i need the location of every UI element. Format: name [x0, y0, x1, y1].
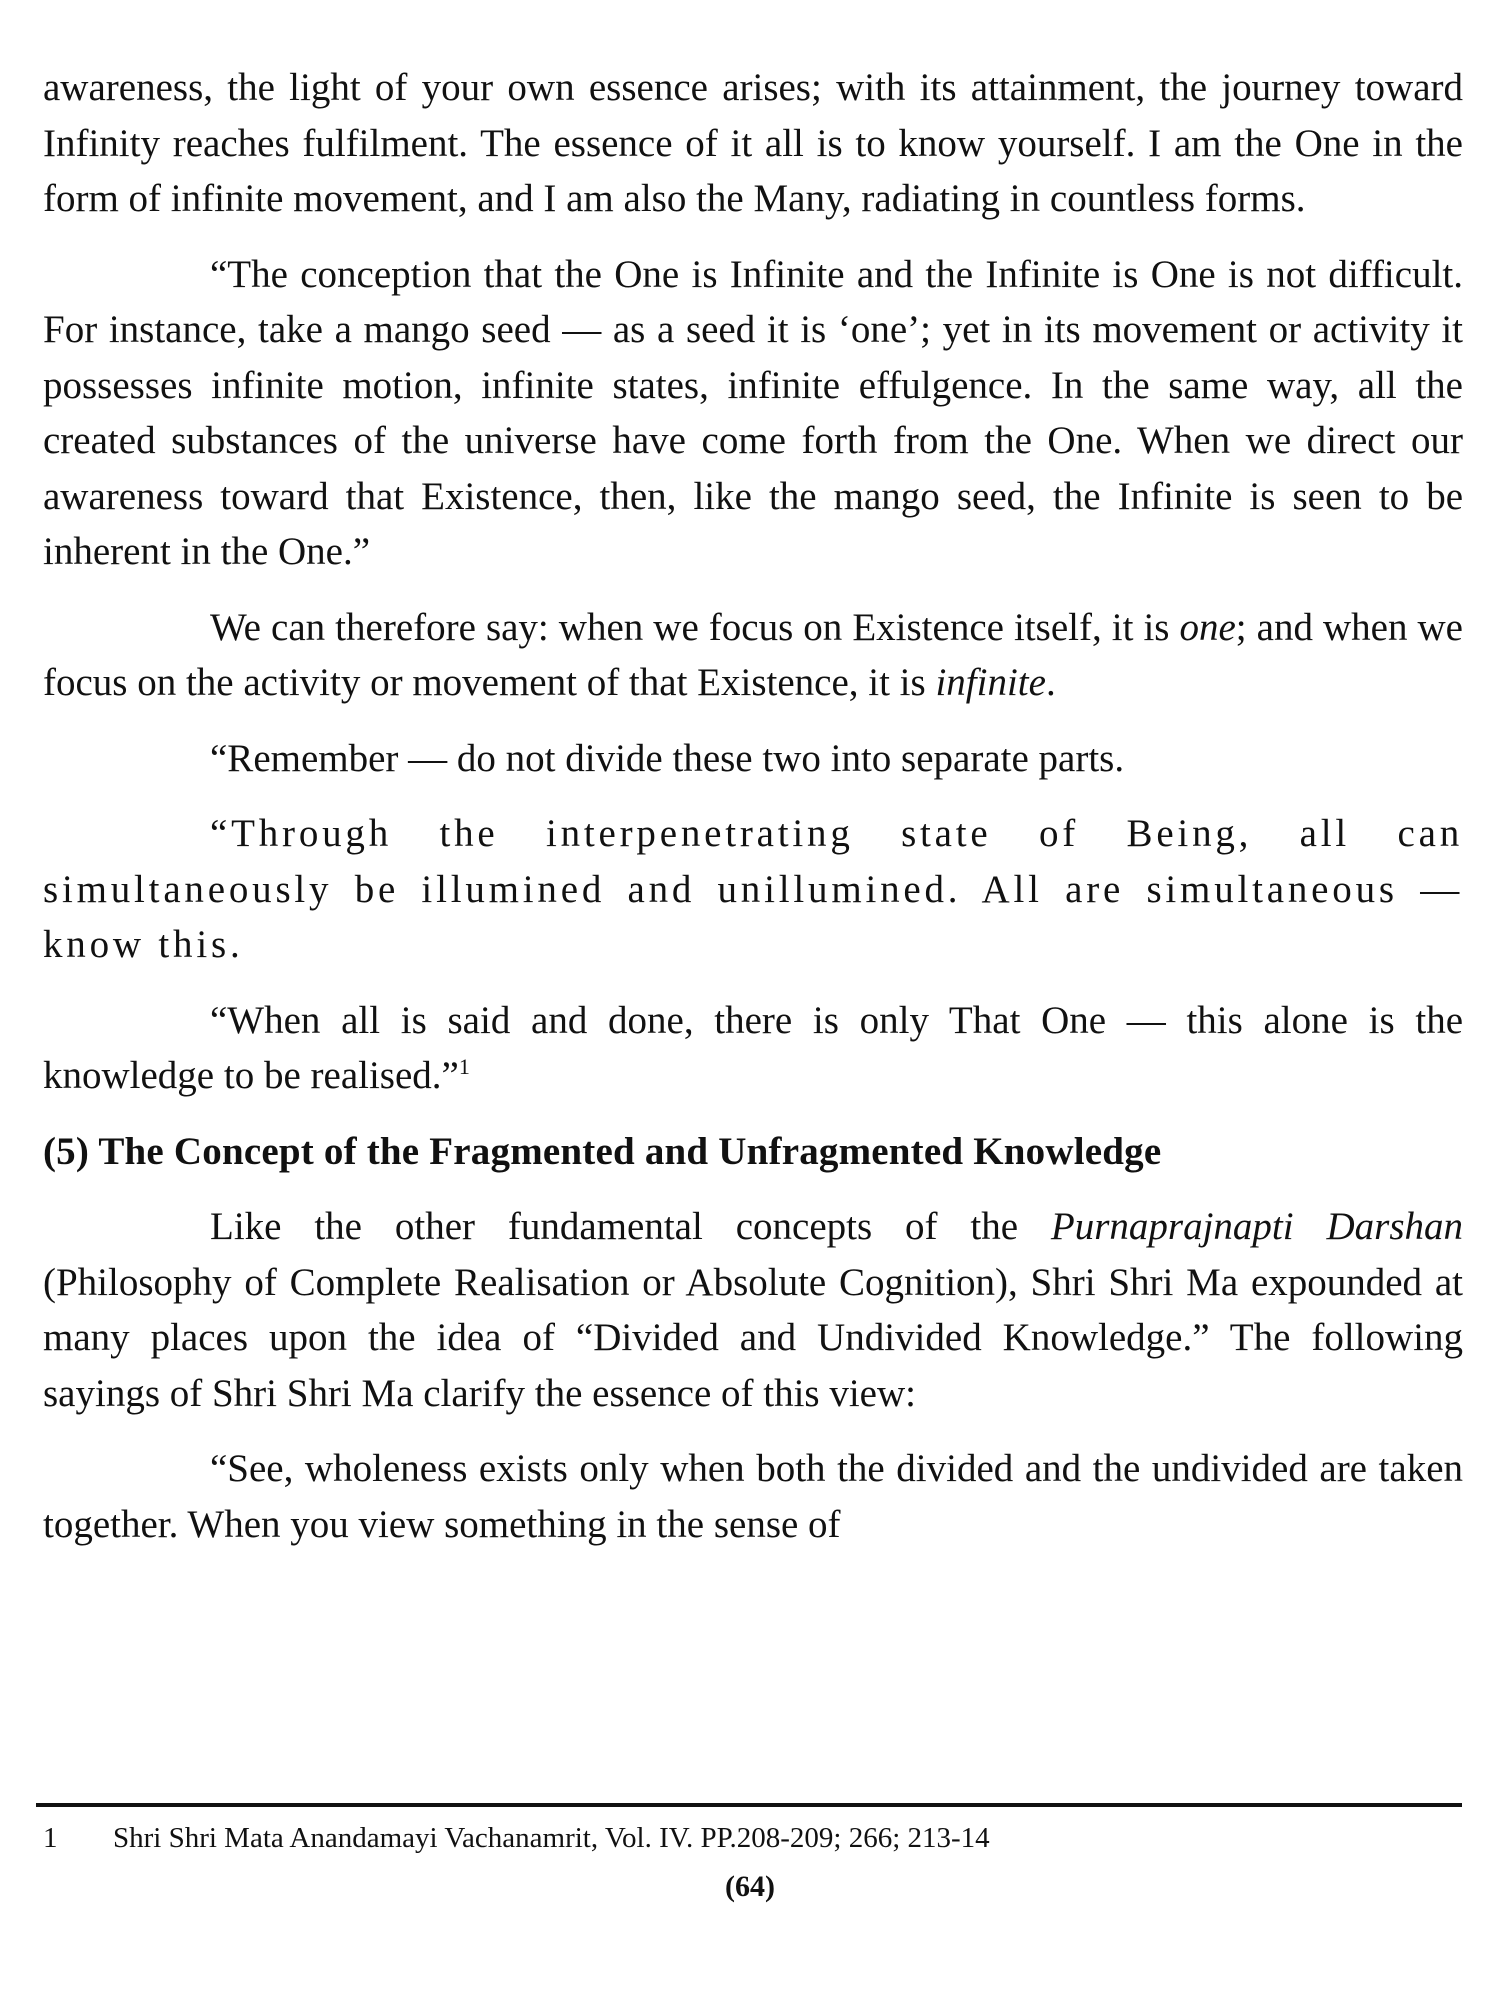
paragraph-7-emphasis-title: Purnaprajnapti Darshan [1050, 1205, 1464, 1248]
footnote-text: Shri Shri Mata Anandamayi Vachanamrit, Vol. IV. PP.208-209; 266; 213-14 [113, 1822, 990, 1854]
paragraph-3-text-e: . [1045, 661, 1056, 704]
paragraph-4: “Remember — do not divide these two into separate parts. [210, 736, 1125, 780]
paragraph-2: “The conception that the One is Infinite and the Infinite is One is not difficult. For instance, take a mango seed — as a seed it is ‘one’; yet in its movement or activity it possesses infinite motion, infinite states, infinite effulgence. In the same way, all the created substances of the universe have come forth from the One. When we direct our awareness toward that Existence, then, like the mango seed, the Infinite is seen to be inherent in the One.” [43, 252, 1463, 573]
paragraph-3 [43, 600, 1463, 711]
footnote-number: 1 [43, 1822, 58, 1854]
paragraph-6-text: “When all is said and done, there is only That One — this alone is the knowledge to be realised.” [43, 998, 1463, 1097]
footnote [43, 1818, 1463, 1858]
footnote-divider [36, 1803, 1462, 1807]
paragraph-7-text-a: Like the other fundamental concepts of the [210, 1205, 1051, 1248]
paragraph-5: “Through the interpenetrating state of Being, all can simultaneously be illumined and unillumined. All are simultaneous — know this. [43, 812, 1463, 966]
paragraph-8: “See, wholeness exists only when both the divided and the undivided are taken together. When you view something in the sense of [43, 1447, 1463, 1546]
paragraph-3-emphasis-infinite: infinite [935, 661, 1046, 704]
paragraph-7 [43, 1199, 1463, 1421]
paragraph-6 [43, 993, 1463, 1104]
paragraph-1: awareness, the light of your own essence arises; with its attainment, the journey toward Infinity reaches fulfilment. The essence of it all is to know yourself. I am the One in the form of infinite movement, and I am also the Many, radiating in countless forms. [43, 66, 1463, 220]
body-text [43, 60, 1463, 1572]
paragraph-3-text-a: We can therefore say: when we focus on Existence itself, it is [210, 605, 1180, 649]
footnote-reference[interactable]: 1 [458, 1054, 470, 1079]
paragraph-3-text-c: ; and when we focus on the activity or movement of that Existence, it is [43, 605, 1463, 704]
paragraph-3-emphasis-one: one [1179, 605, 1236, 649]
section-heading: (5) The Concept of the Fragmented and Unfragmented Knowledge [43, 1129, 1162, 1173]
page-number: (64) [725, 1870, 775, 1903]
paragraph-7-text-c: (Philosophy of Complete Realisation or Absolute Cognition), Shri Shri Ma expounded at many places upon the idea of “Divided and Undivided Knowledge.” The following sayings of Shri Shri Ma clarify the essence of this view: [43, 1260, 1463, 1415]
